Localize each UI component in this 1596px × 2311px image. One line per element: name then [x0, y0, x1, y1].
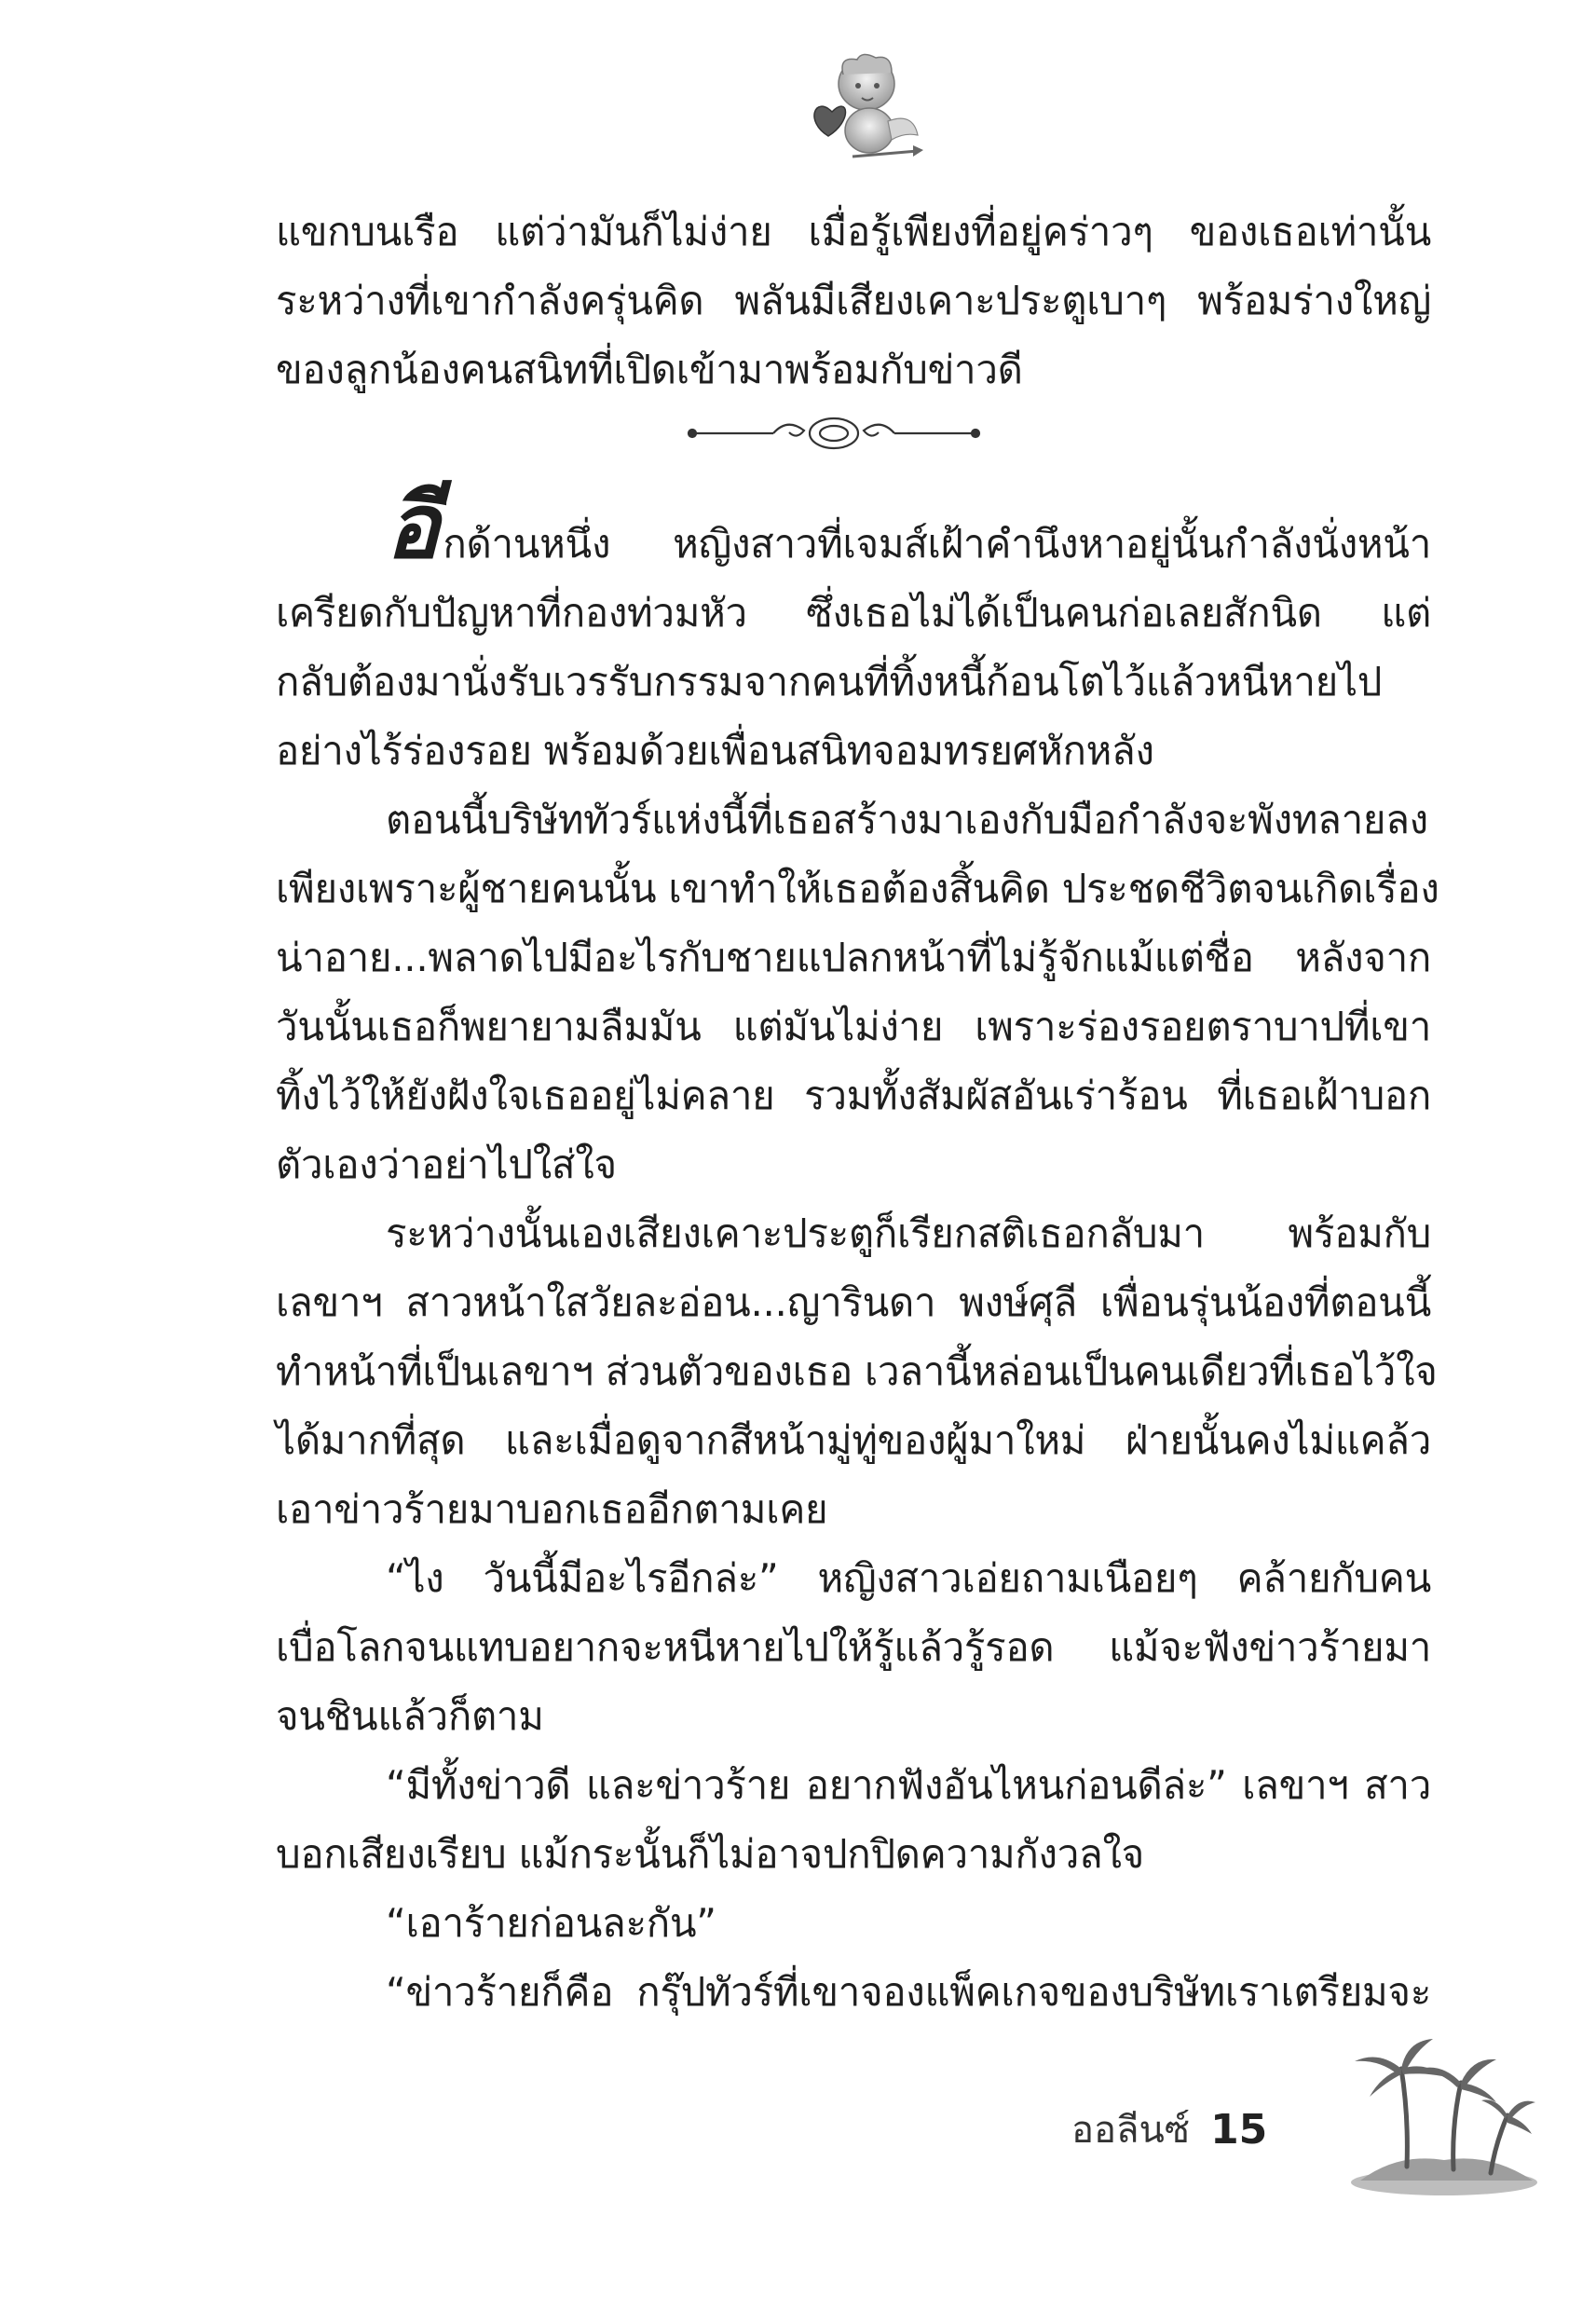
text-line: เบื่อโลกจนแทบอยากจะหนีหายไปให้รู้แล้วรู้รอด แม้จะฟังข่าวร้ายมา	[276, 1624, 1431, 1670]
text-line: “มีทั้งข่าวดี และข่าวร้าย อยากฟังอันไหนก่อนดีล่ะ” เลขาฯ สาว	[386, 1762, 1431, 1808]
text-line: เครียดกับปัญหาที่กองท่วมหัว ซึ่งเธอไม่ได้เป็นคนก่อเลยสักนิด แต่	[276, 590, 1431, 636]
text-line: วันนั้นเธอก็พยายามลืมมัน แต่มันไม่ง่าย เพราะร่องรอยตราบาปที่เขา	[276, 1004, 1431, 1049]
text-line: เลขาฯ สาวหน้าใสวัยละอ่อน...ญารินดา พงษ์ศุลี เพื่อนรุ่นน้องที่ตอนนี้	[276, 1279, 1431, 1325]
text-line: ระหว่างนั้นเองเสียงเคาะประตูก็เรียกสติเธอกลับมา พร้อมกับ	[386, 1210, 1431, 1256]
text-line: “เอาร้ายก่อนละกัน”	[386, 1900, 716, 1946]
paragraph	[276, 1751, 1431, 1889]
paragraph	[276, 1958, 1431, 2027]
text-line: ตัวเองว่าอย่าไปใส่ใจ	[276, 1142, 617, 1187]
text-line: บอกเสียงเรียบ แม้กระนั้นก็ไม่อาจปกปิดความกังวลใจ	[276, 1831, 1144, 1877]
ornamental-divider-icon	[685, 410, 983, 457]
main-text	[276, 473, 1439, 2027]
paragraph	[276, 1889, 1431, 1958]
paragraph	[276, 473, 1431, 786]
text-line: กลับต้องมานั่งรับเวรรับกรรมจากคนที่ทิ้งหนี้ก้อนโตไว้แล้วหนีหายไป	[276, 659, 1383, 704]
text-line: “ข่าวร้ายก็คือ กรุ๊ปทัวร์ที่เขาจองแพ็คเกจของบริษัทเราเตรียมจะ	[386, 1969, 1431, 2015]
paragraph	[276, 786, 1439, 1199]
palm-trees-island-icon	[1342, 2003, 1547, 2199]
page-footer	[1071, 2087, 1267, 2171]
text-line: อย่างไร้ร่องรอย พร้อมด้วยเพื่อนสนิทจอมทรยศหักหลัง	[276, 728, 1154, 773]
text-line: แขกบนเรือ แต่ว่ามันก็ไม่ง่าย เมื่อรู้เพียงที่อยู่คร่าวๆ ของเธอเท่านั้น	[276, 209, 1431, 254]
text-line: จนชินแล้วก็ตาม	[276, 1693, 544, 1739]
text-line: ระหว่างที่เขากำลังครุ่นคิด พลันมีเสียงเคาะประตูเบาๆ พร้อมร่างใหญ่	[276, 278, 1431, 323]
text-line: ตอนนี้บริษัททัวร์แห่งนี้ที่เธอสร้างมาเองกับมือกำลังจะพังทลายลง	[386, 797, 1428, 842]
top-paragraph	[276, 198, 1431, 404]
text-line: ทิ้งไว้ให้ยังฝังใจเธออยู่ไม่คลาย รวมทั้งสัมผัสอันเร่าร้อน ที่เธอเฝ้าบอก	[276, 1073, 1431, 1118]
drop-cap: อี	[386, 473, 440, 579]
paragraph	[276, 1544, 1431, 1751]
paragraph	[276, 1199, 1438, 1544]
text-line: “ไง วันนี้มีอะไรอีกล่ะ” หญิงสาวเอ่ยถามเนือยๆ คล้ายกับคน	[386, 1555, 1431, 1601]
text-line: เอาข่าวร้ายมาบอกเธออีกตามเคย	[276, 1486, 828, 1532]
page-number: 15	[1210, 2105, 1268, 2154]
text-line: น่าอาย...พลาดไปมีอะไรกับชายแปลกหน้าที่ไม่รู้จักแม้แต่ชื่อ หลังจาก	[276, 935, 1431, 980]
book-title: ออลีนซ์	[1071, 2109, 1191, 2152]
text-line: ทำหน้าที่เป็นเลขาฯ ส่วนตัวของเธอ เวลานี้หล่อนเป็นคนเดียวที่เธอไว้ใจ	[276, 1348, 1438, 1394]
text-line: ของลูกน้องคนสนิทที่เปิดเข้ามาพร้อมกับข่าวดี	[276, 347, 1023, 392]
text-line: ได้มากที่สุด และเมื่อดูจากสีหน้ามู่ทู่ของผู้มาใหม่ ฝ่ายนั้นคงไม่แคล้ว	[276, 1417, 1431, 1463]
cupid-with-heart-icon	[787, 47, 927, 168]
text-line: เพียงเพราะผู้ชายคนนั้น เขาทำให้เธอต้องสิ้นคิด ประชดชีวิตจนเกิดเรื่อง	[276, 866, 1439, 911]
text-line: อีกด้านหนึ่ง หญิงสาวที่เจมส์เฝ้าคำนึงหาอยู่นั้นกำลังนั่งหน้า	[386, 473, 1431, 579]
